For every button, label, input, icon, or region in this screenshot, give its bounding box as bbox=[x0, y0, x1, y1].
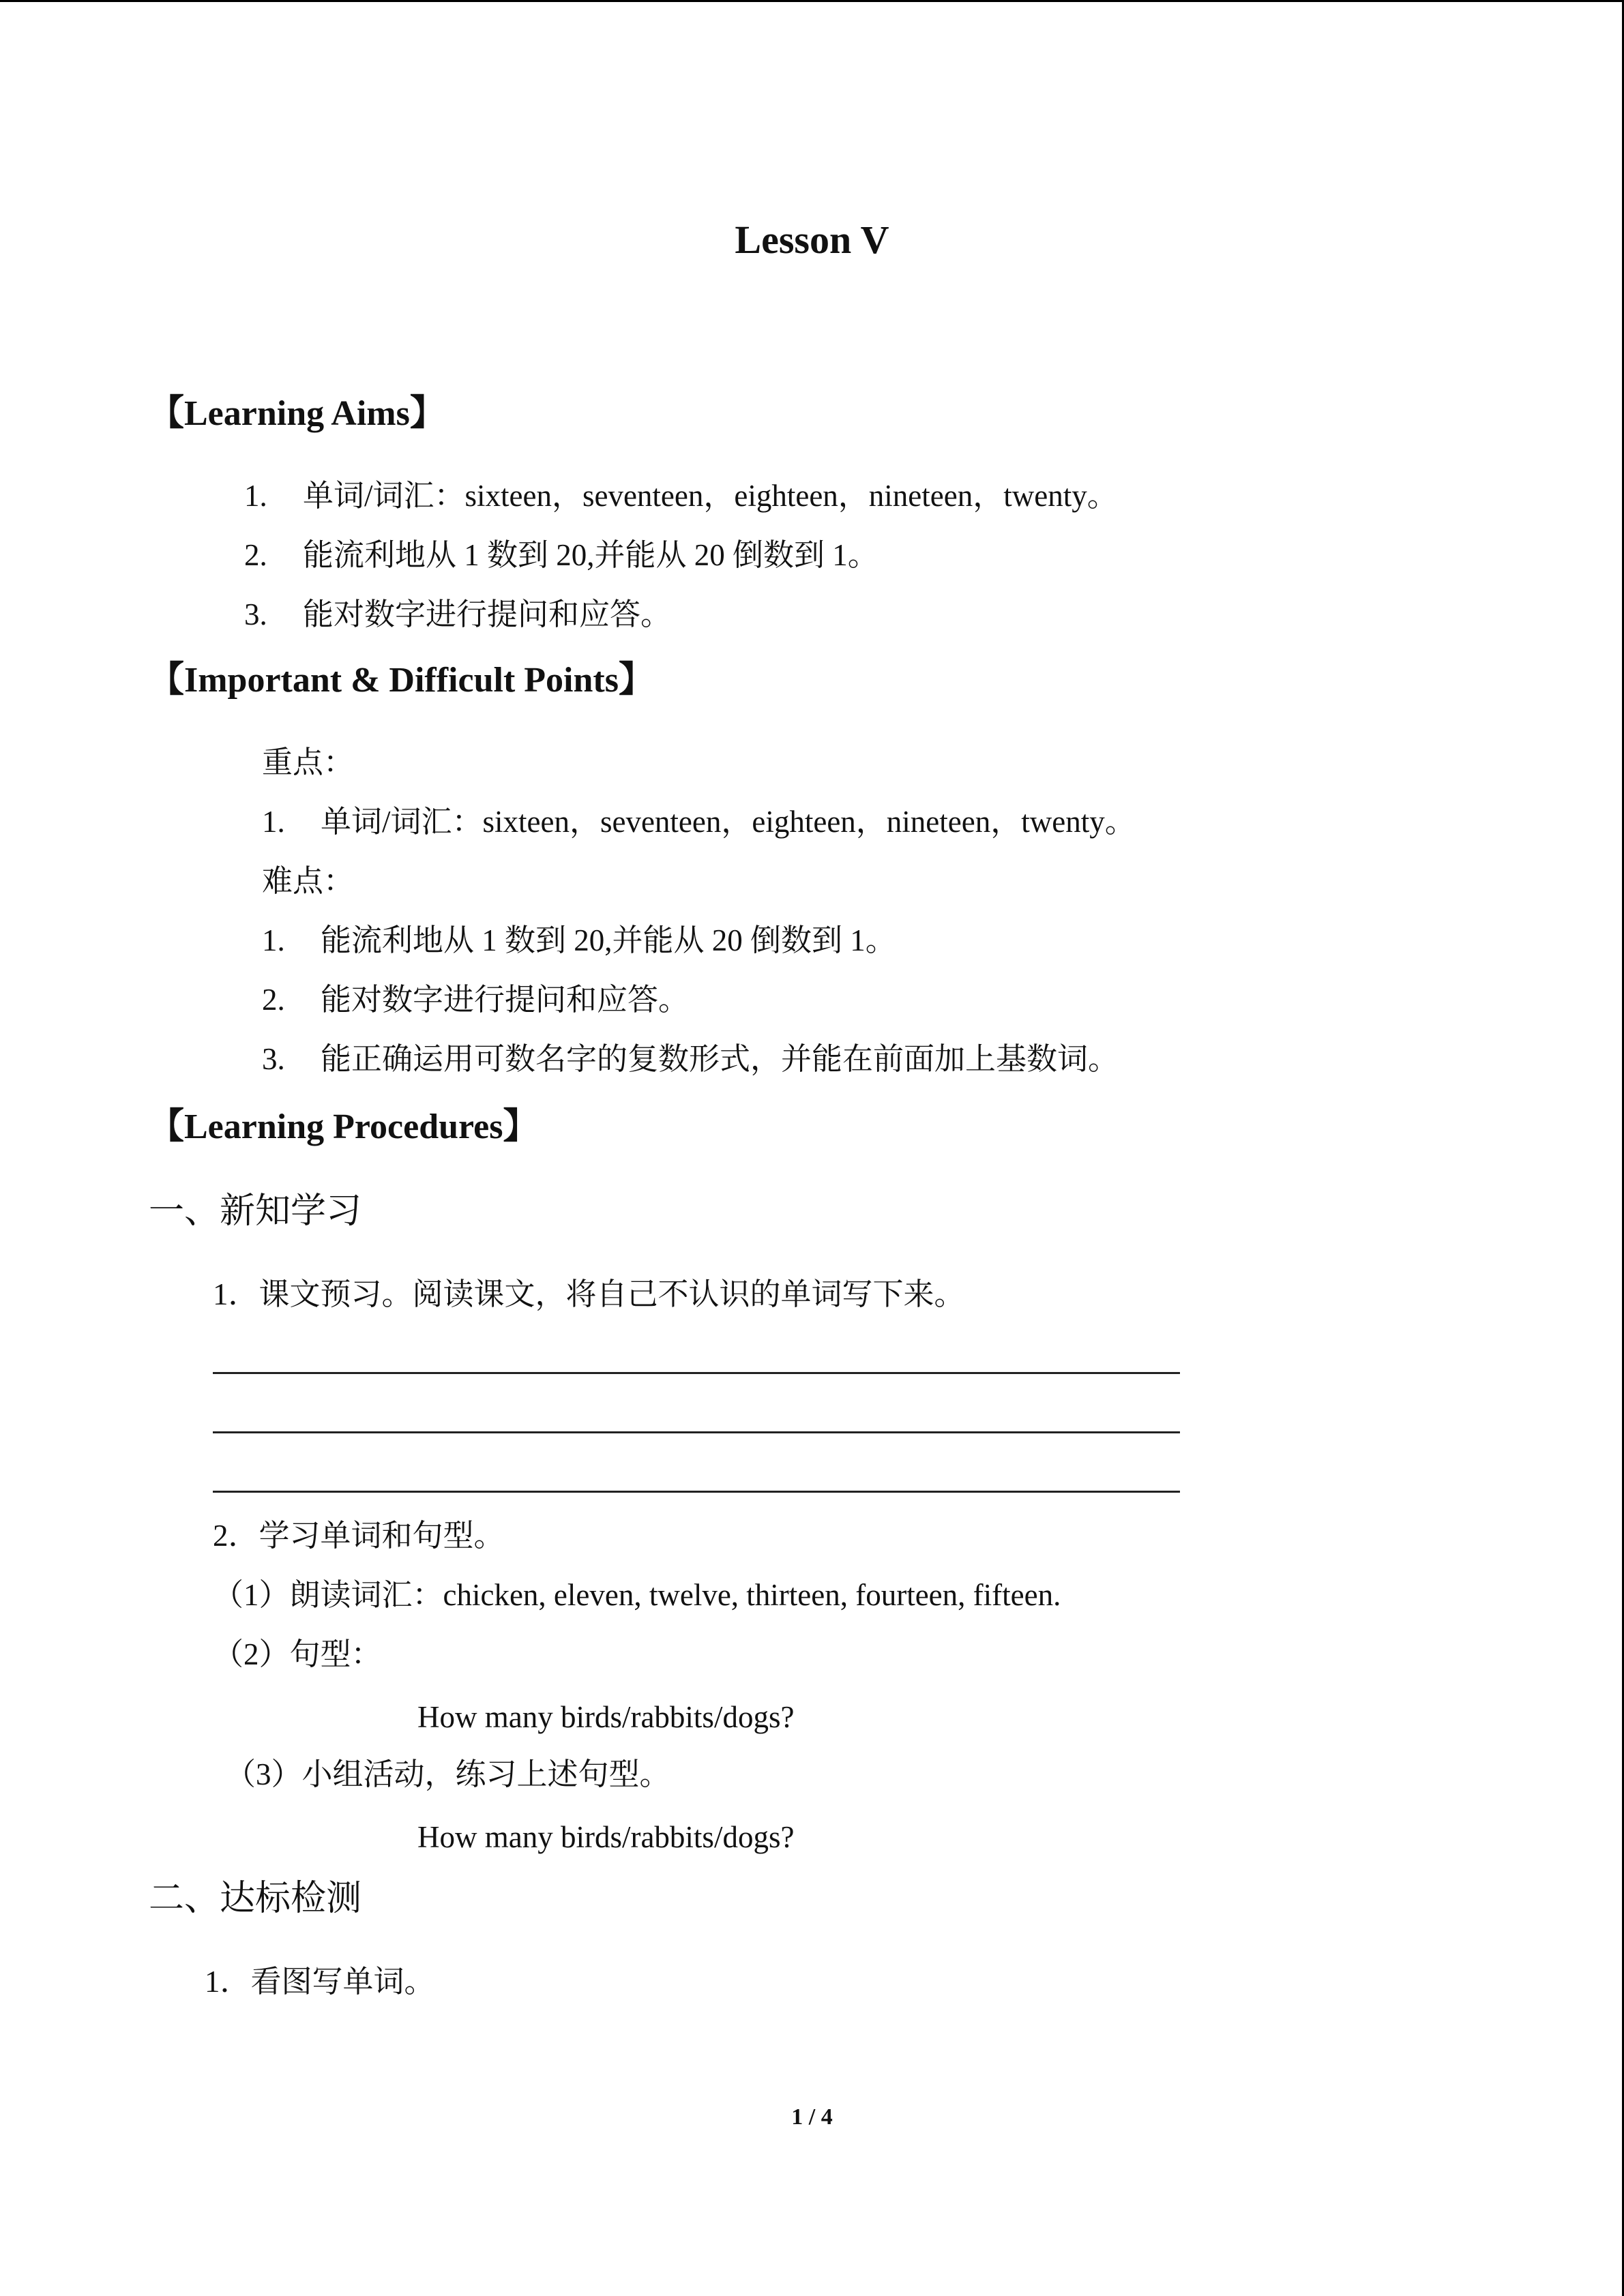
lesson-title: Lesson V bbox=[735, 218, 889, 262]
aim-item-1-number: 1. bbox=[244, 479, 267, 513]
page-top-border bbox=[0, 0, 1624, 2]
key-item-1-text: 单词/词汇：sixteen，seventeen，eighteen，nineteen，twenty。 bbox=[321, 805, 1136, 839]
difficult-item-3 bbox=[262, 1039, 1119, 1079]
key-points-label: 重点： bbox=[262, 745, 355, 779]
difficult-item-3-text: 能正确运用可数名字的复数形式，并能在前面加上基数词。 bbox=[321, 1042, 1119, 1076]
aim-item-2-number: 2. bbox=[244, 538, 267, 572]
difficult-item-2 bbox=[262, 979, 689, 1020]
difficult-item-3-number: 3. bbox=[262, 1042, 285, 1076]
aim-item-3-text: 能对数字进行提问和应答。 bbox=[303, 597, 672, 631]
important-points-heading: 【Important & Difficult Points】 bbox=[149, 661, 654, 700]
aim-item-2-text: 能流利地从 1 数到 20,并能从 20 倒数到 1。 bbox=[303, 538, 879, 572]
difficult-item-2-text: 能对数字进行提问和应答。 bbox=[321, 983, 690, 1017]
difficult-item-1-number: 1. bbox=[262, 923, 285, 957]
difficult-points-label: 难点： bbox=[262, 864, 355, 898]
learning-aims-heading: 【Learning Aims】 bbox=[149, 394, 445, 433]
vocab-reading: （1）朗读词汇：chicken, eleven, twelve, thirteen, fourteen, fifteen. bbox=[213, 1578, 1061, 1612]
part2-title: 二、达标检测 bbox=[149, 1879, 362, 1918]
group-activity: （3）小组活动，练习上述句型。 bbox=[225, 1757, 670, 1791]
difficult-item-2-number: 2. bbox=[262, 983, 285, 1017]
part1-task1: 1．课文预习。阅读课文，将自己不认识的单词写下来。 bbox=[213, 1277, 965, 1311]
difficult-item-1 bbox=[262, 920, 896, 961]
aim-item-2 bbox=[244, 535, 879, 576]
difficult-item-1-text: 能流利地从 1 数到 20,并能从 20 倒数到 1。 bbox=[321, 923, 896, 957]
sentence-pattern-2: How many birds/rabbits/dogs? bbox=[417, 1820, 795, 1854]
key-item-1 bbox=[262, 801, 1136, 842]
answer-line-3[interactable] bbox=[213, 1491, 1180, 1493]
sentence-pattern-label: （2）句型： bbox=[213, 1637, 382, 1671]
part1-task2: 2．学习单词和句型。 bbox=[213, 1519, 505, 1553]
aim-item-3-number: 3. bbox=[244, 597, 267, 631]
learning-procedures-heading: 【Learning Procedures】 bbox=[149, 1107, 539, 1146]
sentence-pattern-1: How many birds/rabbits/dogs? bbox=[417, 1700, 795, 1734]
part1-title: 一、新知学习 bbox=[149, 1192, 362, 1231]
page-number: 1 / 4 bbox=[791, 2104, 833, 2130]
key-item-1-number: 1. bbox=[262, 805, 285, 839]
aim-item-1-text: 单词/词汇：sixteen，seventeen，eighteen，nineteen，twenty。 bbox=[303, 479, 1118, 513]
part2-task1: 1．看图写单词。 bbox=[205, 1965, 435, 1999]
aim-item-1 bbox=[244, 475, 1118, 516]
aim-item-3 bbox=[244, 594, 671, 635]
answer-line-2[interactable] bbox=[213, 1431, 1180, 1433]
answer-line-1[interactable] bbox=[213, 1372, 1180, 1374]
